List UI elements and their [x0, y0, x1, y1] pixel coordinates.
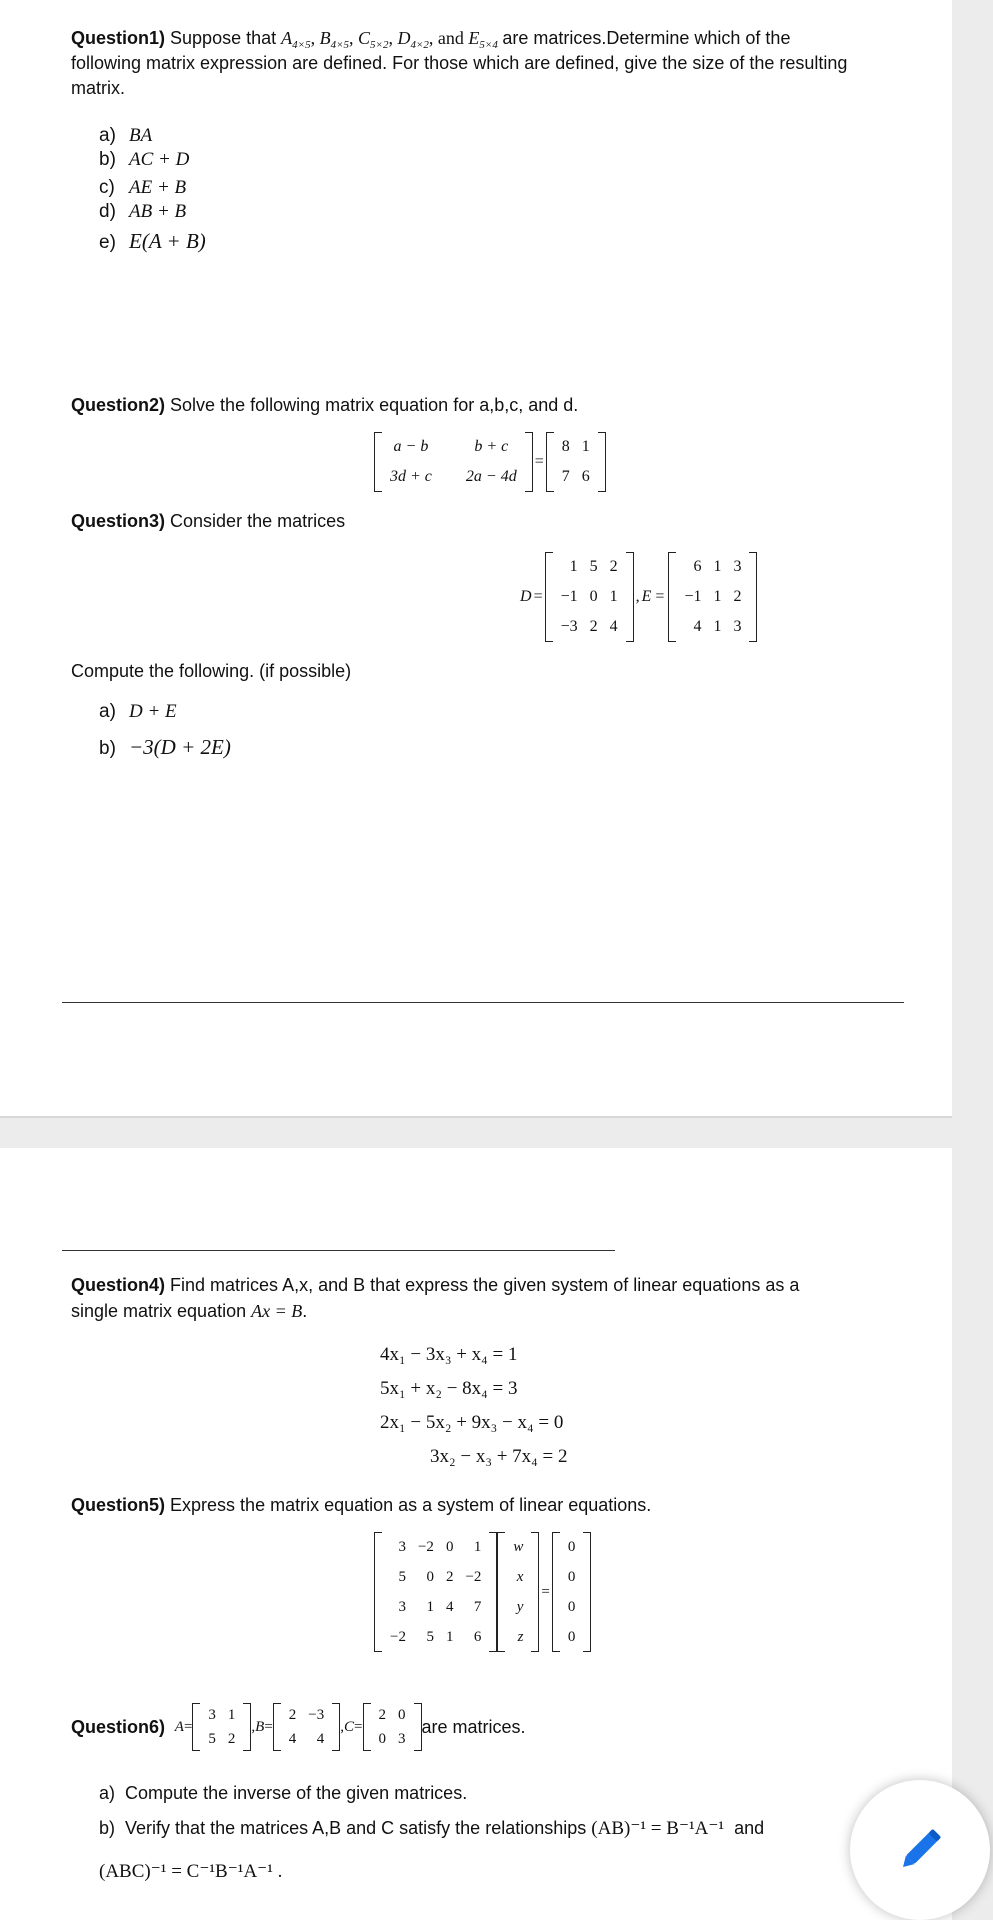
q2-line: Question2) Solve the following matrix equation for a,b,c, and d. — [71, 395, 579, 415]
right-margin-gutter — [952, 0, 993, 1920]
q6-heading: Question6) — [71, 1716, 166, 1737]
q2-lhs-matrix: a − b b + c 3d + c 2a − 4d — [374, 432, 533, 492]
q4-line2: single matrix equation Ax = B. — [71, 1301, 308, 1321]
q5-coefficient-matrix: 3 −2 0 1 5 0 2 −2 3 1 4 7 −2 5 1 6 — [374, 1532, 497, 1652]
divider-line — [62, 1002, 904, 1003]
q6-item-a: a) Compute the inverse of the given matrices. — [99, 1783, 468, 1803]
edit-fab-button[interactable] — [850, 1780, 990, 1920]
q3-line: Question3) Consider the matrices — [71, 511, 346, 531]
q6-item-b: b) Verify that the matrices A,B and C satisfy the relationships (AB)⁻¹ = B⁻¹A⁻¹ and — [99, 1818, 765, 1839]
q2-rhs-matrix: 8 1 7 6 — [546, 432, 606, 492]
q3-item-b: b) −3(D + 2E) — [99, 735, 231, 759]
q3-matrix-E: 6 1 3 −1 1 2 4 1 3 — [668, 552, 757, 642]
q1-item-a: a) BA — [99, 125, 153, 146]
q4-line1: Question4) Find matrices A,x, and B that express the given system of linear equations as a — [71, 1275, 800, 1295]
q4-eq4: 3x₂ − x₃ + 7x₄ = 2 — [430, 1446, 568, 1467]
q6-matrix-C: 2 0 0 3 — [363, 1703, 422, 1751]
q1-item-c: c) AE + B — [99, 177, 187, 198]
q3-heading: Question3) — [71, 511, 166, 531]
q3-item-a: a) D + E — [99, 701, 177, 722]
q1-heading: Question1) — [71, 28, 166, 48]
divider-line-2 — [62, 1250, 615, 1251]
q1-item-e: e) E(A + B) — [99, 229, 206, 253]
q3-compute: Compute the following. (if possible) — [71, 661, 352, 681]
q4-eq2: 5x₁ + x₂ − 8x₄ = 3 — [380, 1378, 518, 1399]
q3-matrices: D = 1 5 2 −1 0 1 −3 2 4 , E = 6 1 3 −1 1 2 4 1 3 — [520, 552, 757, 642]
q5-line: Question5) Express the matrix equation as a system of linear equations. — [71, 1495, 652, 1515]
q5-variable-vector: w x y z — [497, 1532, 539, 1652]
q6-relation-2: (ABC)⁻¹ = C⁻¹B⁻¹A⁻¹ . — [99, 1861, 283, 1882]
q6-matrix-A: 3 1 5 2 — [192, 1703, 251, 1751]
pencil-icon — [894, 1824, 946, 1876]
page-break — [0, 1118, 952, 1148]
q3-matrix-D: 1 5 2 −1 0 1 −3 2 4 — [545, 552, 634, 642]
q1-line1: Question1) Suppose that $A_{4\times 5}$, $B_{4\times 5}$, $C_{5\times 2}$, $D_{4\times 2}$, and $E_{5\times 4}$ are matrices.Determine which of the — [71, 28, 791, 51]
q5-rhs-vector: 0 0 0 0 — [552, 1532, 592, 1652]
q4-eq1: 4x₁ − 3x₃ + x₄ = 1 — [380, 1344, 518, 1365]
q1-matrices: $A_{4\times 5}$, $B_{4\times 5}$, $C_{5\times 2}$, $D_{4\times 2}$, and $E_{5\times 4}$ — [281, 28, 498, 51]
q5-heading: Question5) — [71, 1495, 166, 1515]
q1-line3: matrix. — [71, 78, 125, 98]
q1-line2: following matrix expression are defined. For those which are defined, give the size of the resulting — [71, 53, 848, 73]
q2-heading: Question2) — [71, 395, 166, 415]
q5-equation: 3 −2 0 1 5 0 2 −2 3 1 4 7 −2 5 1 6 w x y z = 0 0 0 0 — [374, 1532, 591, 1652]
q4-heading: Question4) — [71, 1275, 166, 1295]
q4-eq3: 2x₁ − 5x₂ + 9x₃ − x₄ = 0 — [380, 1412, 564, 1433]
q6-matrix-B: 2 −3 4 4 — [273, 1703, 340, 1751]
q2-equation: a − b b + c 3d + c 2a − 4d = 8 1 7 6 — [374, 432, 606, 492]
q6-line: Question6) A= 3 1 5 2 ,B= 2 −3 4 4 ,C= 2 0 0 3 are matrices. — [71, 1703, 526, 1751]
q1-item-d: d) AB + B — [99, 201, 187, 222]
q1-item-b: b) AC + D — [99, 149, 190, 170]
